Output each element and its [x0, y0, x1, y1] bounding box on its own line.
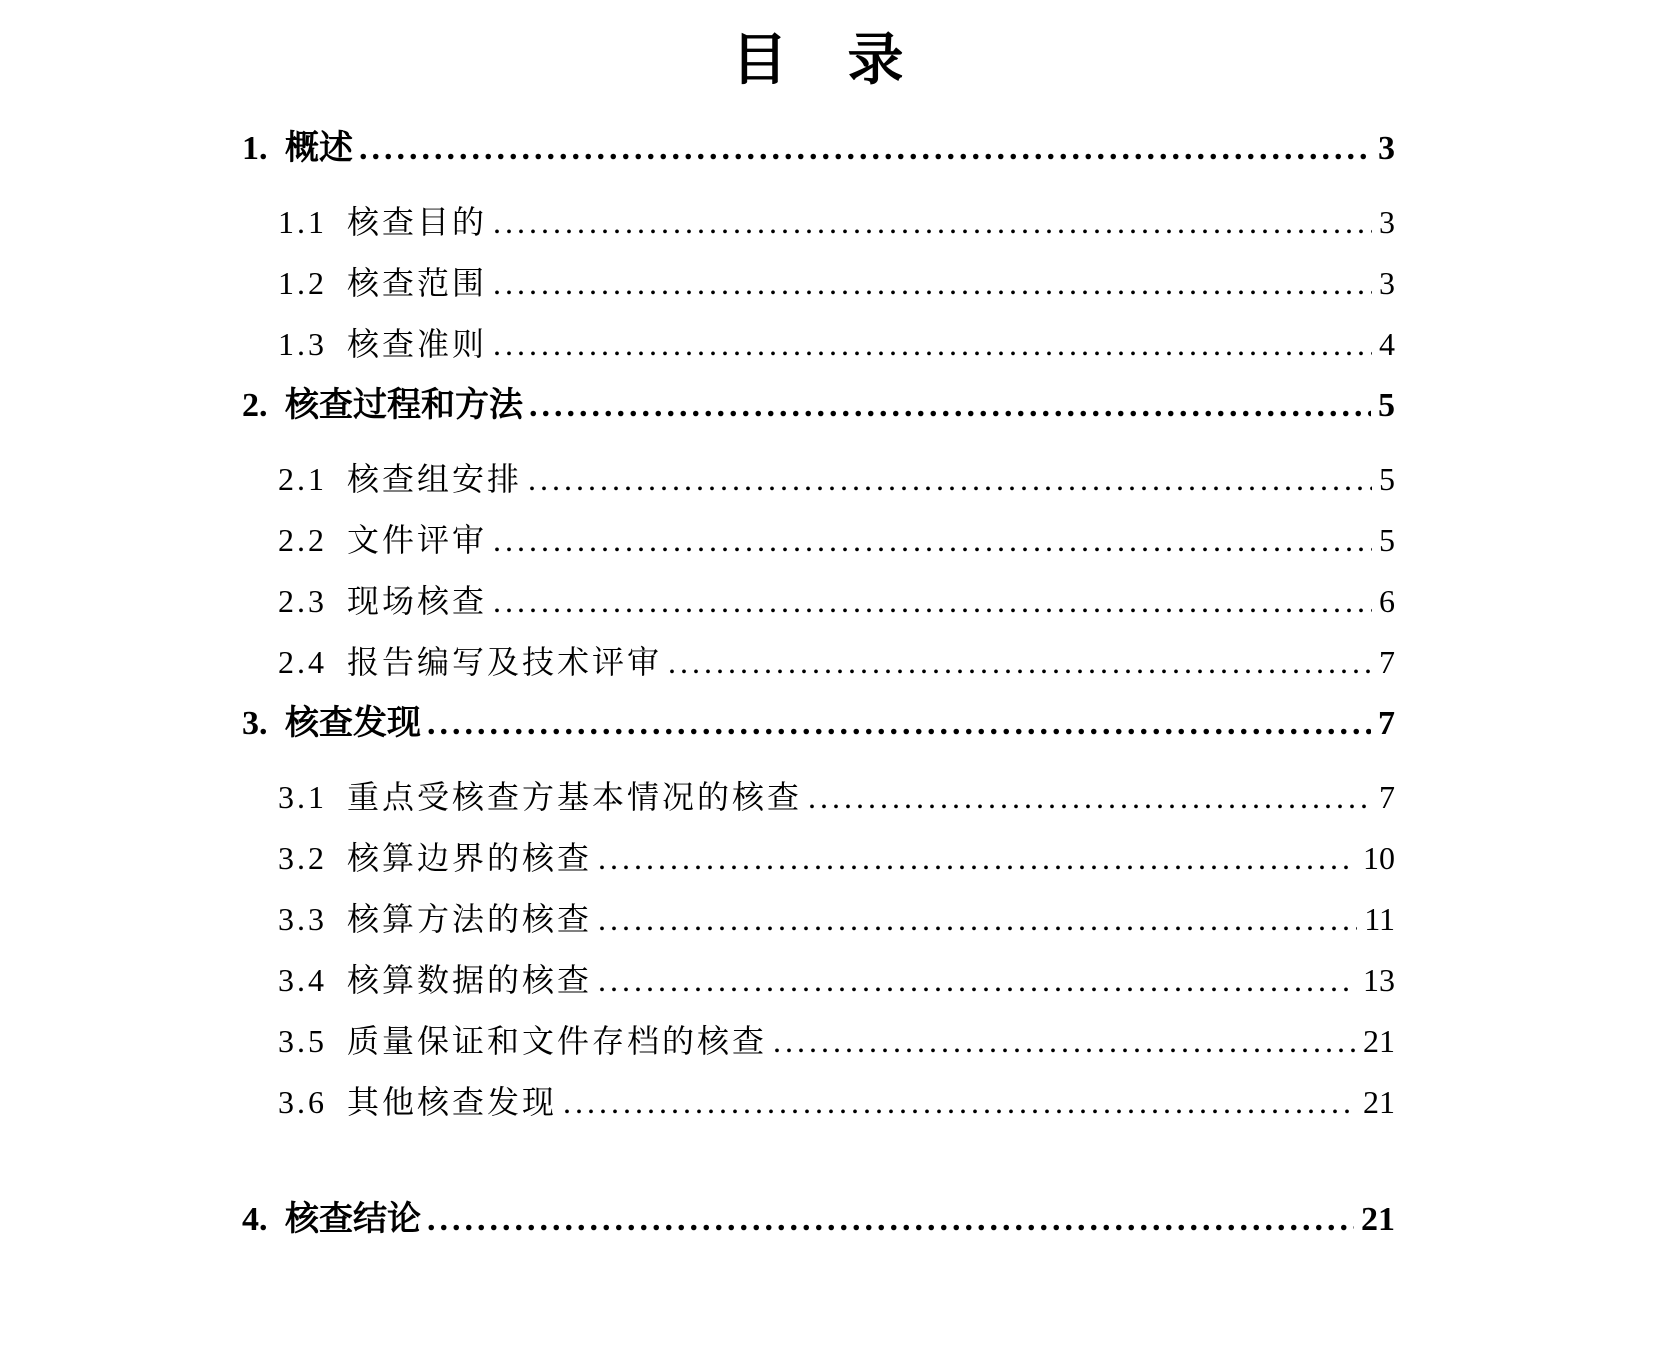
toc-entry-2-3-site-visit	[242, 583, 1395, 620]
toc-entry-2-4-reporting-review	[242, 644, 1395, 681]
toc-entry-label: 1.1 核查目的	[278, 204, 488, 240]
toc-entry-2-2-document-review	[242, 522, 1395, 559]
dot-leader	[427, 1201, 1354, 1238]
toc-entry-page: 4	[1379, 326, 1395, 362]
toc-entry-1-3-criteria	[242, 326, 1395, 363]
toc-entry-label: 3. 核查发现	[242, 705, 421, 742]
toc-entry-label: 2.3 现场核查	[278, 583, 488, 619]
toc-entry-label: 3.3 核算方法的核查	[278, 901, 593, 937]
toc-entry-label: 1.3 核查准则	[278, 326, 488, 362]
toc-entry-1-1-purpose	[242, 204, 1395, 241]
dot-leader	[493, 583, 1372, 620]
dot-leader	[563, 1084, 1356, 1121]
dot-leader	[598, 840, 1356, 877]
toc-entry-1-overview	[242, 130, 1395, 167]
toc-entry-3-5-qa-archive	[242, 1023, 1395, 1060]
toc-entry-label: 2. 核查过程和方法	[242, 387, 523, 424]
toc-entry-label: 3.1 重点受核查方基本情况的核查	[278, 779, 803, 815]
dot-leader	[493, 326, 1372, 363]
toc-entry-4-conclusion	[242, 1201, 1395, 1238]
toc-entry-label: 1.2 核查范围	[278, 265, 488, 301]
toc-entry-label: 3.6 其他核查发现	[278, 1084, 558, 1120]
toc-entry-page: 13	[1363, 962, 1395, 998]
dot-leader	[529, 387, 1371, 424]
dot-leader	[598, 901, 1357, 938]
dot-leader	[668, 644, 1372, 681]
toc-entry-label: 1. 概述	[242, 130, 353, 167]
toc-entry-label: 4. 核查结论	[242, 1201, 421, 1238]
toc-entry-page: 21	[1361, 1201, 1395, 1238]
dot-leader	[493, 204, 1372, 241]
toc-entry-2-process-method	[242, 387, 1395, 424]
toc-entry-3-2-boundary	[242, 840, 1395, 877]
dot-leader	[808, 779, 1372, 816]
toc-entry-page: 5	[1378, 387, 1395, 424]
dot-leader	[528, 461, 1372, 498]
toc-entry-page: 7	[1379, 644, 1395, 680]
toc-entry-page: 3	[1379, 265, 1395, 301]
toc-entry-label: 3.5 质量保证和文件存档的核查	[278, 1023, 768, 1059]
toc-entry-page: 5	[1379, 461, 1395, 497]
dot-leader	[493, 265, 1372, 302]
toc-entry-label: 3.4 核算数据的核查	[278, 962, 593, 998]
toc-entry-3-3-method	[242, 901, 1395, 938]
toc-entry-page: 21	[1363, 1084, 1395, 1120]
toc-entry-page: 21	[1363, 1023, 1395, 1059]
toc-entry-3-6-other-findings	[242, 1084, 1395, 1121]
toc-entry-2-1-team	[242, 461, 1395, 498]
table-of-contents	[242, 130, 1395, 1238]
toc-entry-label: 2.1 核查组安排	[278, 461, 523, 497]
dot-leader	[773, 1023, 1356, 1060]
toc-entry-page: 11	[1364, 901, 1395, 937]
toc-entry-page: 3	[1378, 130, 1395, 167]
toc-entry-page: 10	[1363, 840, 1395, 876]
toc-entry-3-findings	[242, 705, 1395, 742]
toc-entry-3-4-data	[242, 962, 1395, 999]
toc-entry-page: 3	[1379, 204, 1395, 240]
toc-entry-label: 2.4 报告编写及技术评审	[278, 644, 663, 680]
toc-entry-page: 7	[1378, 705, 1395, 742]
toc-entry-page: 7	[1379, 779, 1395, 815]
dot-leader	[427, 705, 1371, 742]
toc-entry-label: 3.2 核算边界的核查	[278, 840, 593, 876]
toc-entry-page: 6	[1379, 583, 1395, 619]
dot-leader	[493, 522, 1372, 559]
toc-entry-3-1-basic-info	[242, 779, 1395, 816]
dot-leader	[359, 130, 1371, 167]
toc-entry-label: 2.2 文件评审	[278, 522, 488, 558]
dot-leader	[598, 962, 1356, 999]
toc-entry-1-2-scope	[242, 265, 1395, 302]
page-title: 目 录	[731, 30, 906, 92]
toc-entry-page: 5	[1379, 522, 1395, 558]
